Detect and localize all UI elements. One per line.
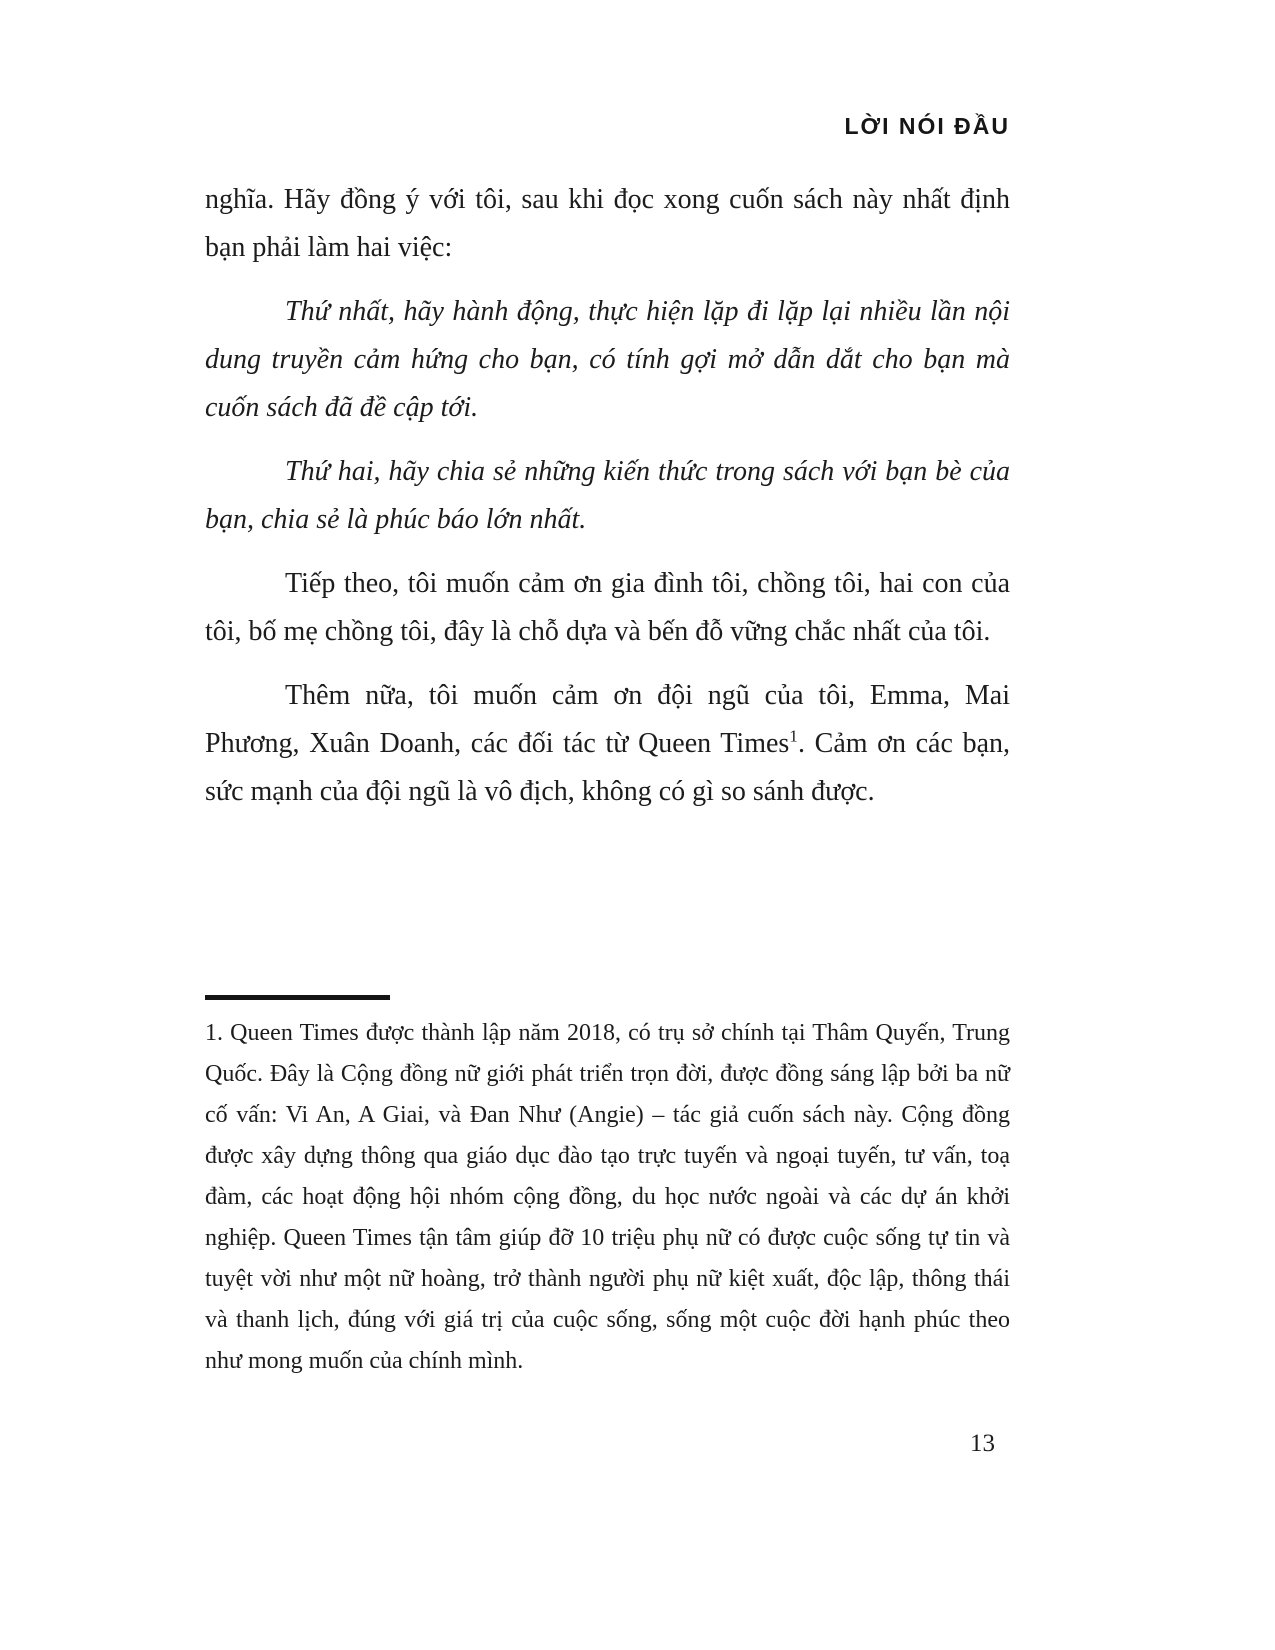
footnote-separator-rule [205, 995, 390, 1000]
footnote-area [205, 995, 1010, 1382]
paragraph-italic-first: Thứ nhất, hãy hành động, thực hiện lặp đi lặp lại nhiều lần nội dung truyền cảm hứng cho bạn, có tính gợi mở dẫn dắt cho bạn mà cuốn sách đã đề cập tới. [205, 296, 1010, 423]
paragraph-thanks-family: Tiếp theo, tôi muốn cảm ơn gia đình tôi, chồng tôi, hai con của tôi, bố mẹ chồng tôi, đây là chỗ dựa và bến đỗ vững chắc nhất của tôi. [205, 568, 1010, 647]
paragraph-thanks-team [205, 672, 1010, 816]
running-header: LỜI NÓI ĐẦU [844, 113, 1010, 139]
paragraph-text-before-marker: Thêm nữa, tôi muốn cảm ơn đội ngũ của tôi, Emma, Mai Phương, Xuân Doanh, các đối tác từ Queen Times [205, 680, 1010, 759]
footnote-marker: 1 [789, 726, 798, 746]
text-column [205, 0, 1010, 1650]
page-number: 13 [970, 1430, 995, 1457]
paragraph-text-after-marker: . Cảm ơn các bạn, sức mạnh của đội ngũ là vô địch, không có gì so sánh được. [205, 728, 1010, 807]
paragraph-italic-second: Thứ hai, hãy chia sẻ những kiến thức trong sách với bạn bè của bạn, chia sẻ là phúc báo lớn nhất. [205, 456, 1010, 535]
body-text [205, 176, 1010, 832]
paragraph-continuation: nghĩa. Hãy đồng ý với tôi, sau khi đọc xong cuốn sách này nhất định bạn phải làm hai việc: [205, 184, 1010, 263]
footnote-text: 1. Queen Times được thành lập năm 2018, có trụ sở chính tại Thâm Quyến, Trung Quốc. Đây là Cộng đồng nữ giới phát triển trọn đời, được đồng sáng lập bởi ba nữ cố vấn: Vi An, A Giai, và Đan Như (Angie) – tác giả cuốn sách này. Cộng đồng được xây dựng thông qua giáo dục đào tạo trực tuyến và ngoại tuyến, tư vấn, toạ đàm, các hoạt động hội nhóm cộng đồng, du học nước ngoài và các dự án khởi nghiệp. Queen Times tận tâm giúp đỡ 10 triệu phụ nữ có được cuộc sống tự tin và tuyệt vời như một nữ hoàng, trở thành người phụ nữ kiệt xuất, độc lập, thông thái và thanh lịch, đúng với giá trị của cuộc sống, sống một cuộc đời hạnh phúc theo như mong muốn của chính mình. [205, 1020, 1010, 1374]
